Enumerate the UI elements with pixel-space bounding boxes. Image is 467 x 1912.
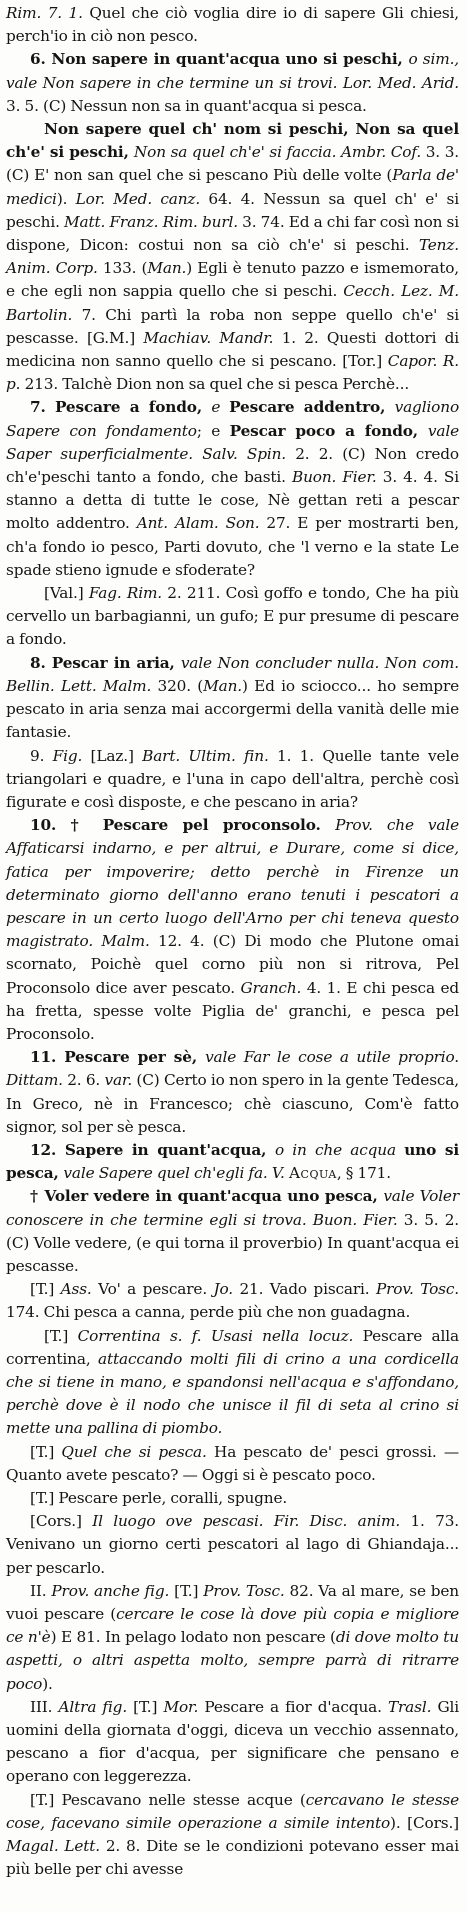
text-column: [6, 2, 459, 1881]
text-run: Pescare alla correntina,: [6, 1326, 459, 1368]
text-run: 2. 2. (C) Non credo ch'e'peschi tanto a fondo, che basti.: [6, 444, 459, 487]
text-run: Trasl.: [387, 1697, 438, 1716]
text-run: Fig.: [52, 746, 91, 765]
text-run: [T.]: [133, 1697, 164, 1716]
text-run: Quel che ciò voglia dire io di sapere Gli chiesi, perch'io in ciò non pesco.: [6, 4, 459, 46]
text-run: 6. Non sapere in quant'acqua uno si peschi,: [30, 50, 409, 69]
text-run: ; e: [196, 421, 230, 440]
text-run: ). [Cors.]: [390, 1813, 459, 1832]
text-run: Pescare a fior d'acqua.: [204, 1697, 388, 1716]
text-run: 12. 4. (C) Di modo che Plutone omai scornato, Poichè quel corno più non si ritrova, Pel Proconsolo dice aver pescato.: [6, 932, 459, 997]
text-run: Altra fig.: [58, 1697, 134, 1716]
entry-iii-altra-fig: [6, 1696, 459, 1789]
entry-10-pescare-pel-proconsolo: [6, 814, 459, 1046]
text-run: Capor. R. p.: [6, 352, 459, 394]
text-run: Correntina s. f. Usasi nella locuz.: [77, 1326, 363, 1345]
text-run: 7. Pescare a fondo,: [30, 398, 212, 417]
entry-9-fig: [6, 745, 459, 815]
text-run: Matt. Franz. Rim. burl.: [64, 212, 243, 231]
entry-7-pescare-a-fondo: [6, 396, 459, 582]
entry-ass-vo-a-pescare: [6, 1278, 459, 1324]
text-run: ).: [56, 189, 76, 208]
text-run: 174. Chi pesca a canna, perde più che non guadagna.: [6, 1303, 411, 1322]
text-run: 213. Talchè Dion non sa quel che si pesca Perchè...: [24, 375, 410, 394]
text-run: 12. Sapere in quant'acqua,: [30, 1140, 275, 1159]
text-run: vale Far le cose a utile proprio. Dittam.: [6, 1048, 459, 1090]
entry-8-pescar-in-aria: [6, 652, 459, 745]
text-run: [Cors.]: [30, 1512, 93, 1531]
text-run: 1. 2. Questi dottori di medicina non sanno quello che si pescano. [Tor.]: [6, 328, 459, 371]
text-run: vale Voler conoscere in che termine egli si trova. Buon. Fier.: [6, 1187, 459, 1229]
text-run: [T.]: [30, 1280, 61, 1299]
text-run: Vo' a pescare.: [98, 1280, 214, 1299]
text-run: [T.] Pescare perle, coralli, spugne.: [30, 1489, 288, 1507]
text-run: 2. 211. Così goffo e tondo, Che ha più cervello un barbagianni, un gufo; E pur presume di pescare a fondo.: [6, 584, 460, 649]
text-run: 3. 3. (C) E' non san quel che si pescano Più delle volte (: [6, 143, 459, 185]
text-run: 320. (: [157, 676, 204, 695]
text-run: o sim., vale Non sapere in che termine un si trovi. Lor. Med. Arid.: [6, 50, 459, 92]
text-run: 82. Va al mare, se ben vuoi pescare (: [6, 1581, 460, 1624]
text-run: Parla de' medici: [6, 166, 459, 208]
text-run: Prov. anche fig.: [51, 1581, 175, 1600]
entry-correntina: [6, 1325, 459, 1441]
text-run: Mor.: [163, 1697, 205, 1716]
entry-11-pescare-per-se: [6, 1046, 459, 1139]
text-run: 7. Chi partì la roba non seppe quello ch'e' si pescasse. [G.M.]: [6, 305, 459, 347]
text-run: 27. E per mostrarti ben, ch'a fondo io pesco, Parti dovuto, che 'l verno e la state Le spade stieno ignude e sfoderate?: [6, 514, 459, 579]
text-run: 21. Vado piscari.: [239, 1280, 376, 1299]
entry-pescavano-nelle-stesse-acque: [6, 1789, 459, 1882]
text-run: vale Non concluder nulla. Non com. Bellin. Lett. Malm.: [6, 653, 459, 695]
text-run: Cecch. Lez. M. Bartolin.: [6, 282, 459, 324]
text-run: 2. 6.: [67, 1071, 105, 1090]
text-run: [T.]: [174, 1581, 204, 1600]
text-run: 3. 4. 4. Si stanno a detta di tutte le cose, Nè gettan reti a pescar molto addentro.: [6, 468, 459, 533]
text-run: vale Sapere quel ch'egli fa. V.: [63, 1164, 289, 1183]
text-run: 8. Pescar in aria,: [30, 653, 181, 672]
text-run: Rim. 7. 1.: [6, 4, 90, 22]
entry-voler-vedere: [6, 1185, 459, 1278]
text-run: var.: [104, 1071, 133, 1090]
text-run: [Laz.]: [90, 746, 143, 765]
text-run: 2. 8. Dite se le condizioni potevano esser mai più belle per chi avesse: [6, 1837, 459, 1879]
text-run: o in che acqua: [274, 1140, 405, 1159]
entry-12-sapere-in-quant-acqua: [6, 1139, 459, 1185]
text-run: [T.]: [30, 1442, 62, 1461]
text-run: cercavano le stesse cose, facevano simile operazione a simile intento: [6, 1790, 459, 1832]
text-run: 133. (: [102, 259, 148, 278]
text-run: 9.: [30, 746, 53, 765]
text-run: Bart. Ultim. fin.: [142, 746, 278, 765]
text-run: Ass.: [60, 1280, 99, 1299]
text-run: 1. 1. Quelle tante vele triangolari e quadre, e l'una in capo dell'altra, perchè così figurate e così disposte, e che pescano in aria?: [6, 746, 459, 811]
text-run: ) Ed io sciocco... ho sempre pescato in aria senza mai accorgermi della vanità delle mie fantasie.: [6, 676, 460, 742]
text-run: Pescare addentro,: [229, 398, 395, 417]
text-run: Ant. Alam. Son.: [136, 514, 267, 533]
text-run: 4. 1. E chi pesca ed ha fretta, spesse volte Piglia de' granchi, e pesca pel Proconsolo.: [6, 978, 459, 1043]
citation-fag-rim: [6, 582, 459, 652]
text-run: Prov. che vale Affaticarsi indarno, e per altrui, e Durare, come si dice, fatica per impoverire; detto perchè in Firenze un determinato giorno dell'anno erano tenuti i pescatori a pescare in un certo luogo dell'Arno per chi teneva questo magistrato. Malm.: [6, 816, 459, 951]
text-run: ) E 81. In pelago lodato non pescare (: [50, 1628, 336, 1647]
text-run: (C) Certo io non spero in la gente Tedesca, In Greco, nè in Francesco; chè ciascuno, Com'è fatto signor, sol per sè pesca.: [6, 1071, 459, 1136]
text-run: Magal. Lett.: [6, 1837, 106, 1856]
text-run: Prov. Tosc.: [203, 1581, 290, 1600]
paragraph-rim-7: [6, 2, 459, 48]
text-run: attaccando molti fili di crino a una cordicella che si tiene in mano, e spandonsi nell'acqua e s'affondano, perchè dove è il nodo che unisce il fil di seta al crino si mette una pallina di piombo.: [6, 1349, 459, 1438]
entry-6-non-sapere-in-quant-acqua: [6, 48, 459, 118]
text-run: II.: [30, 1581, 52, 1600]
text-run: Man.: [147, 259, 187, 278]
text-run: cercare le cose là dove più copia e migliore ce n'è: [6, 1605, 460, 1647]
entry-ii-prov-anche-fig: [6, 1580, 459, 1696]
text-run: Man.: [203, 676, 243, 695]
text-run: Acqua: [289, 1164, 337, 1183]
text-run: Lor. Med. canz.: [75, 189, 209, 208]
text-run: Non sa quel ch'e' si faccia. Ambr. Cof.: [133, 143, 426, 162]
text-run: [Val.]: [44, 584, 89, 603]
text-run: vagliono Sapere con fondamento: [6, 398, 460, 440]
text-run: Jo.: [213, 1280, 240, 1299]
entry-non-sapere-quel-che-si-peschi: [6, 118, 459, 396]
text-run: 3. 5. 2. (C) Volle vedere, (e qui torna il proverbio) In quant'acqua ei pescasse.: [6, 1210, 460, 1275]
text-run: ).: [42, 1674, 53, 1693]
text-run: 1. 73. Venivano un giorno certi pescatori al lago di Ghiandaja... per pescarlo.: [6, 1512, 459, 1577]
text-run: Fag. Rim.: [88, 584, 168, 603]
text-run: † Voler vedere in quant'acqua uno pesca,: [30, 1187, 384, 1206]
text-run: e: [211, 398, 230, 417]
text-run: Granch.: [240, 978, 307, 997]
text-run: 64. 4. Nessun sa quel ch' e' si peschi.: [6, 189, 459, 231]
text-run: Ha pescato de' pesci grossi. — Quanto avete pescato? — Oggi si è pescato poco.: [6, 1442, 459, 1484]
text-run: 10. † Pescare pel proconsolo.: [30, 816, 336, 835]
entry-quel-che-si-pesca: [6, 1441, 459, 1487]
text-run: Pescar poco a fondo,: [229, 421, 428, 440]
text-run: [T.]: [44, 1326, 78, 1345]
text-run: 3. 5. (C) Nessun non sa in quant'acqua si pesca.: [6, 96, 367, 115]
text-run: Non sapere quel ch' nom si peschi, Non sa quel ch'e' si peschi,: [6, 120, 459, 162]
entry-il-luogo-ove-pescasi: [6, 1510, 459, 1580]
text-run: [T.] Pescavano nelle stesse acque (: [30, 1790, 306, 1809]
text-run: ) Egli è tenuto pazzo e ismemorato, e che egli non sappia quello che si peschi.: [6, 259, 459, 301]
text-run: Quel che si pesca.: [61, 1442, 214, 1461]
text-run: , § 171.: [336, 1164, 391, 1183]
text-run: vale Saper superficialmente. Salv. Spin.: [6, 421, 459, 463]
text-run: di dove molto tu aspetti, o altri aspetta molto, sempre parrà di ritrarre poco: [6, 1628, 459, 1693]
text-run: 3. 74. Ed a chi far così non si dispone, Dicon: costui non sa ciò ch'e' si peschi.: [6, 212, 459, 255]
text-run: Machiav. Mandr.: [143, 328, 282, 347]
entry-pescare-perle: [6, 1487, 459, 1510]
text-run: Tenz. Anim. Corp.: [6, 236, 459, 278]
text-run: Il luogo ove pescasi. Fir. Disc. anim.: [92, 1512, 411, 1531]
text-run: Buon. Fier.: [291, 468, 383, 487]
text-run: 11. Pescare per sè,: [30, 1048, 206, 1067]
text-run: Gli uomini della giornata d'oggi, diceva un vecchio assennato, pescano a fior d'acqua, per significare che pensano e operano con leggerezza.: [6, 1697, 460, 1786]
text-run: Prov. Tosc.: [375, 1280, 459, 1299]
text-run: III.: [30, 1697, 59, 1716]
text-run: uno si pesca,: [6, 1140, 460, 1183]
